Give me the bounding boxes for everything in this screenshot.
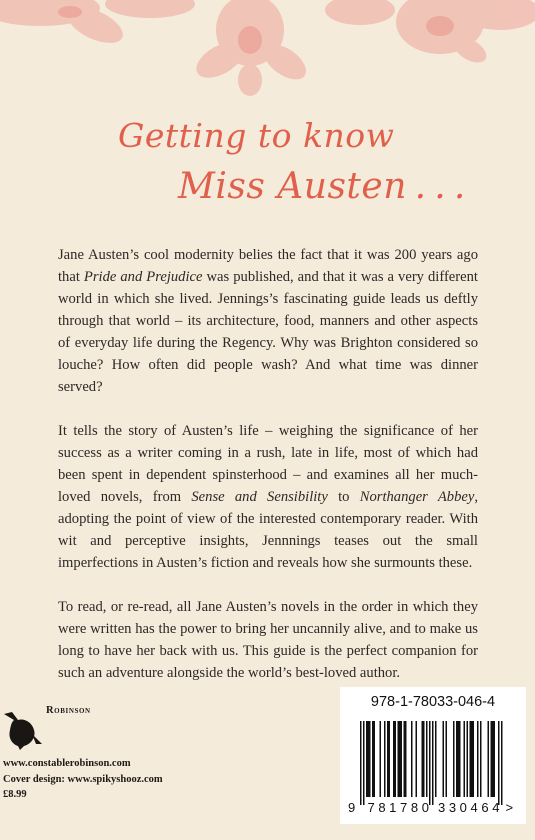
book-title: Northanger Abbey	[359, 489, 475, 505]
barcode-bar	[368, 721, 370, 797]
floral-decoration	[0, 0, 535, 100]
barcode-bars	[340, 717, 526, 821]
barcode-bar	[477, 721, 479, 797]
text-run: It tells the story of Austen’s life – weighing the significance of her success as a writer coming in a rush, late in life, most of which had been spent in dependent spinsterhood – and examines all her much-loved novels, from	[58, 423, 478, 505]
barcode	[340, 687, 526, 824]
barcode-bar	[366, 721, 368, 797]
blurb-paragraph	[58, 420, 478, 574]
barcode-quiet-zone-mark: >	[505, 800, 514, 815]
barcode-bar	[494, 721, 496, 797]
barcode-digit-lead: 9	[348, 800, 356, 815]
barcode-bar	[429, 721, 431, 805]
barcode-bar	[374, 721, 376, 797]
text-run: was published, and that it was a very different world in which she lived. Jennings’s fascinating guide leads us deftly through that world – its architecture, food, manners and other aspects of everyday life during the Regency. Why was Brighton considered so louche? How often did people wash? And what time was dinner served?	[58, 269, 478, 395]
barcode-bar	[456, 721, 458, 797]
barcode-bar	[401, 721, 403, 797]
barcode-bar	[404, 721, 406, 797]
barcode-bar	[423, 721, 425, 797]
text-run: To read, or re-read, all Jane Austen’s novels in the order in which they were written has the power to bring her uncannily alive, and to make us long to have her back with us. This guide is the perfect companion for such an adventure alongside the world’s best-loved author.	[58, 599, 478, 681]
barcode-bar	[395, 721, 397, 797]
heading-line-1: Getting to know	[118, 116, 395, 155]
publisher-name: Robinson	[46, 705, 91, 716]
barcode-bar	[435, 721, 437, 797]
barcode-bar	[405, 721, 407, 797]
barcode-bar	[458, 721, 460, 797]
barcode-digits-left: 7 8 1 7 8 0	[367, 800, 429, 815]
barcode-bar	[398, 721, 400, 797]
barcode-bar	[492, 721, 494, 797]
barcode-bar	[360, 721, 362, 805]
barcode-bar	[389, 721, 391, 797]
text-run: , adopting the point of view of the interested contemporary reader. With wit and perceptive insights, Jennnings teases out the small imperfections in Austen’s fiction and reveals how she surmounts these.	[58, 489, 478, 571]
barcode-bar	[501, 721, 503, 805]
barcode-bar	[384, 721, 386, 797]
barcode-bar	[488, 721, 490, 797]
barcode-bar	[480, 721, 482, 797]
barcode-bar	[498, 721, 500, 805]
barcode-bar	[380, 721, 382, 797]
barcode-bar	[387, 721, 389, 797]
book-title: Pride and Prejudice	[83, 269, 203, 285]
barcode-bar	[491, 721, 493, 797]
barcode-bar	[372, 721, 374, 797]
barcode-bar	[464, 721, 466, 797]
isbn-label: 978-1-78033-046-4	[370, 694, 496, 710]
blurb-text	[58, 244, 478, 706]
barcode-bar	[459, 721, 461, 797]
barcode-bar	[369, 721, 371, 797]
barcode-bar	[393, 721, 395, 797]
barcode-bar	[432, 721, 434, 805]
credits	[3, 756, 163, 803]
barcode-bar	[422, 721, 424, 797]
cover-design-credit: Cover design: www.spikyshooz.com	[3, 773, 163, 785]
barcode-bar	[426, 721, 428, 797]
barcode-bar	[471, 721, 473, 797]
blurb-paragraph	[58, 244, 478, 398]
book-title: Sense and Sensibility	[191, 489, 328, 505]
website-link[interactable]: www.constablerobinson.com	[3, 758, 131, 769]
barcode-bar	[453, 721, 455, 797]
barcode-bar	[416, 721, 418, 797]
barcode-bar	[399, 721, 401, 797]
blurb-paragraph	[58, 596, 478, 684]
barcode-bar	[443, 721, 445, 797]
barcode-digits-right: 3 3 0 4 6 4	[438, 800, 500, 815]
barcode-bar	[470, 721, 472, 797]
barcode-bar	[363, 721, 365, 805]
text-run: to	[327, 489, 360, 505]
barcode-bar	[467, 721, 469, 797]
price: £8.99	[3, 789, 27, 800]
barcode-bar	[411, 721, 413, 797]
heading-line-2: Miss Austen . . .	[178, 166, 466, 207]
barcode-bar	[473, 721, 475, 797]
text-run: Jane Austen’s cool modernity belies the fact that it was 200 years ago that	[58, 247, 478, 285]
barcode-bar	[446, 721, 448, 797]
